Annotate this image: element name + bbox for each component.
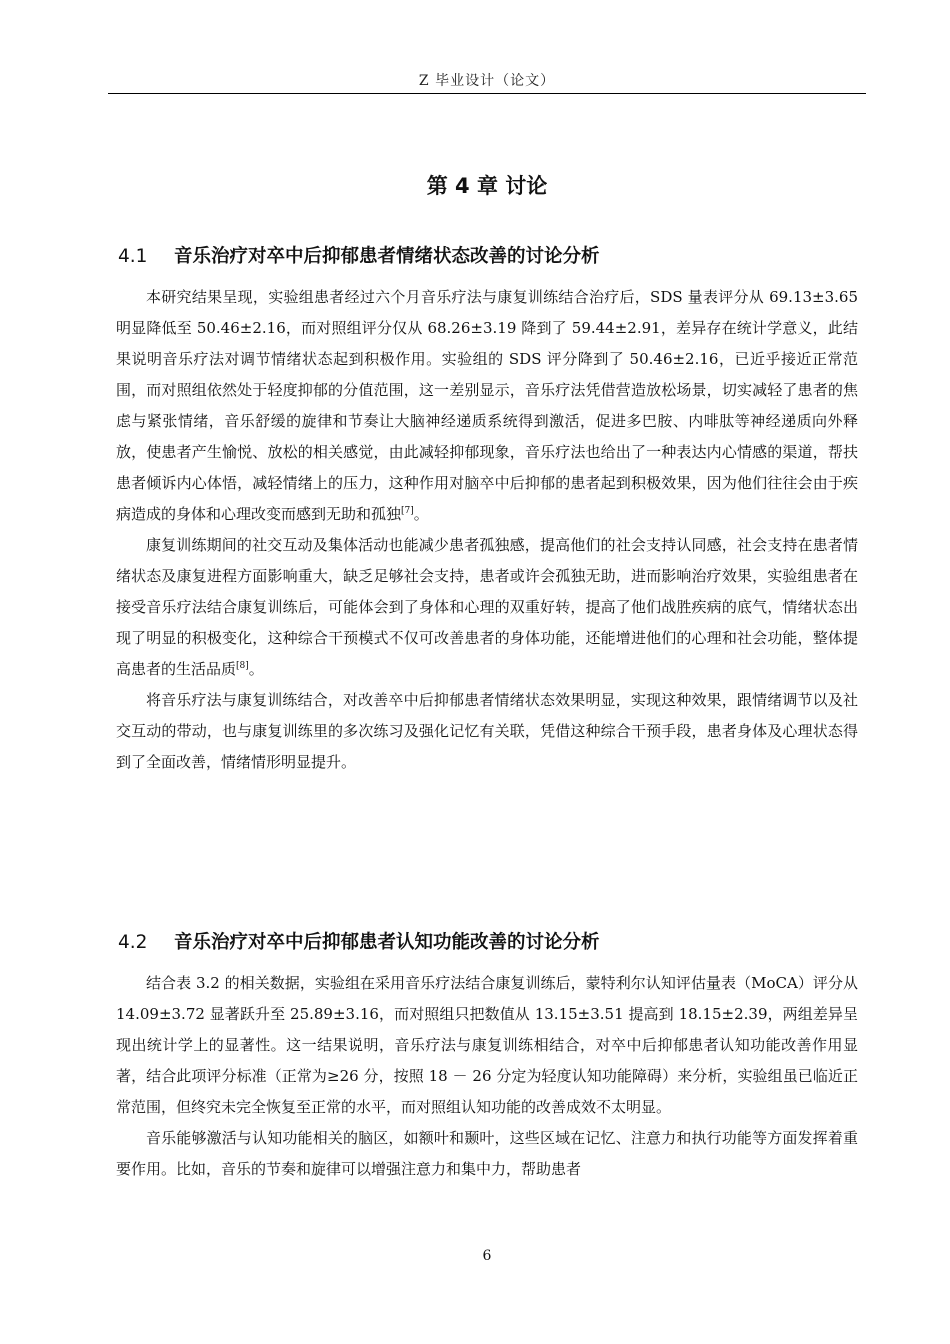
section-title: 音乐治疗对卒中后抑郁患者情绪状态改善的讨论分析 [174,246,600,267]
section-4-2-body [116,968,858,1185]
section-number: 4.2 [118,932,148,953]
section-title: 音乐治疗对卒中后抑郁患者认知功能改善的讨论分析 [174,932,600,953]
header-rule [108,93,866,94]
paragraph: 本研究结果呈现，实验组患者经过六个月音乐疗法与康复训练结合治疗后，SDS 量表评分从 69.13±3.65 明显降低至 50.46±2.16，而对照组评分仅从 68.26±3.19 降到了 59.44±2.91，差异存在统计学意义，此结果说明音乐疗法对调节情绪状态起到积极作用。实验组的 SDS 评分降到了 50.46±2.16，已近乎接近正常范围，而对照组依然处于轻度抑郁的分值范围，这一差别显示，音乐疗法凭借营造放松场景，切实减轻了患者的焦虑与紧张情绪，音乐舒缓的旋律和节奏让大脑神经递质系统得到激活，促进多巴胺、内啡肽等神经递质向外释放，使患者产生愉悦、放松的相关感觉，由此减轻抑郁现象，音乐疗法也给出了一种表达内心情感的渠道，帮扶患者倾诉内心体悟，减轻情绪上的压力，这种作用对脑卒中后抑郁的患者起到积极效果，因为他们往往会由于疾病造成的身体和心理改变而感到无助和孤独[7]。 [116,288,858,523]
section-heading-4-1 [118,242,600,268]
section-number: 4.1 [118,246,148,267]
section-heading-4-2 [118,928,600,954]
paragraph: 将音乐疗法与康复训练结合，对改善卒中后抑郁患者情绪状态效果明显，实现这种效果，跟情绪调节以及社交互动的带动，也与康复训练里的多次练习及强化记忆有关联，凭借这种综合干预手段，患者身体及心理状态得到了全面改善，情绪情形明显提升。 [116,691,858,771]
section-4-1-body [116,282,858,778]
chapter-title: 第 4 章 讨论 [426,174,548,198]
paragraph: 康复训练期间的社交互动及集体活动也能减少患者孤独感，提高他们的社会支持认同感，社会支持在患者情绪状态及康复进程方面影响重大，缺乏足够社会支持，患者或许会孤独无助，进而影响治疗效果，实验组患者在接受音乐疗法结合康复训练后，可能体会到了身体和心理的双重好转，提高了他们战胜疾病的底气，情绪状态出现了明显的积极变化，这种综合干预模式不仅可改善患者的身体功能，还能增进他们的心理和社会功能，整体提高患者的生活品质[8]。 [116,536,858,678]
citation: [8] [236,661,249,671]
citation: [7] [401,506,414,516]
running-header: Z 毕业设计（论文） [418,73,556,89]
paragraph: 结合表 3.2 的相关数据，实验组在采用音乐疗法结合康复训练后，蒙特利尔认知评估量表（MoCA）评分从 14.09±3.72 显著跃升至 25.89±3.16，而对照组只把数值从 13.15±3.51 提高到 18.15±2.39，两组差异呈现出统计学上的显著性。这一结果说明，音乐疗法与康复训练相结合，对卒中后抑郁患者认知功能改善作用显著，结合此项评分标准（正常为≥26 分，按照 18 － 26 分定为轻度认知功能障碍）来分析，实验组虽已临近正常范围，但终究未完全恢复至正常的水平，而对照组认知功能的改善成效不太明显。 [116,974,858,1116]
page-number: 6 [482,1248,492,1264]
paragraph: 音乐能够激活与认知功能相关的脑区，如额叶和颞叶，这些区域在记忆、注意力和执行功能等方面发挥着重要作用。比如，音乐的节奏和旋律可以增强注意力和集中力，帮助患者 [116,1129,858,1178]
